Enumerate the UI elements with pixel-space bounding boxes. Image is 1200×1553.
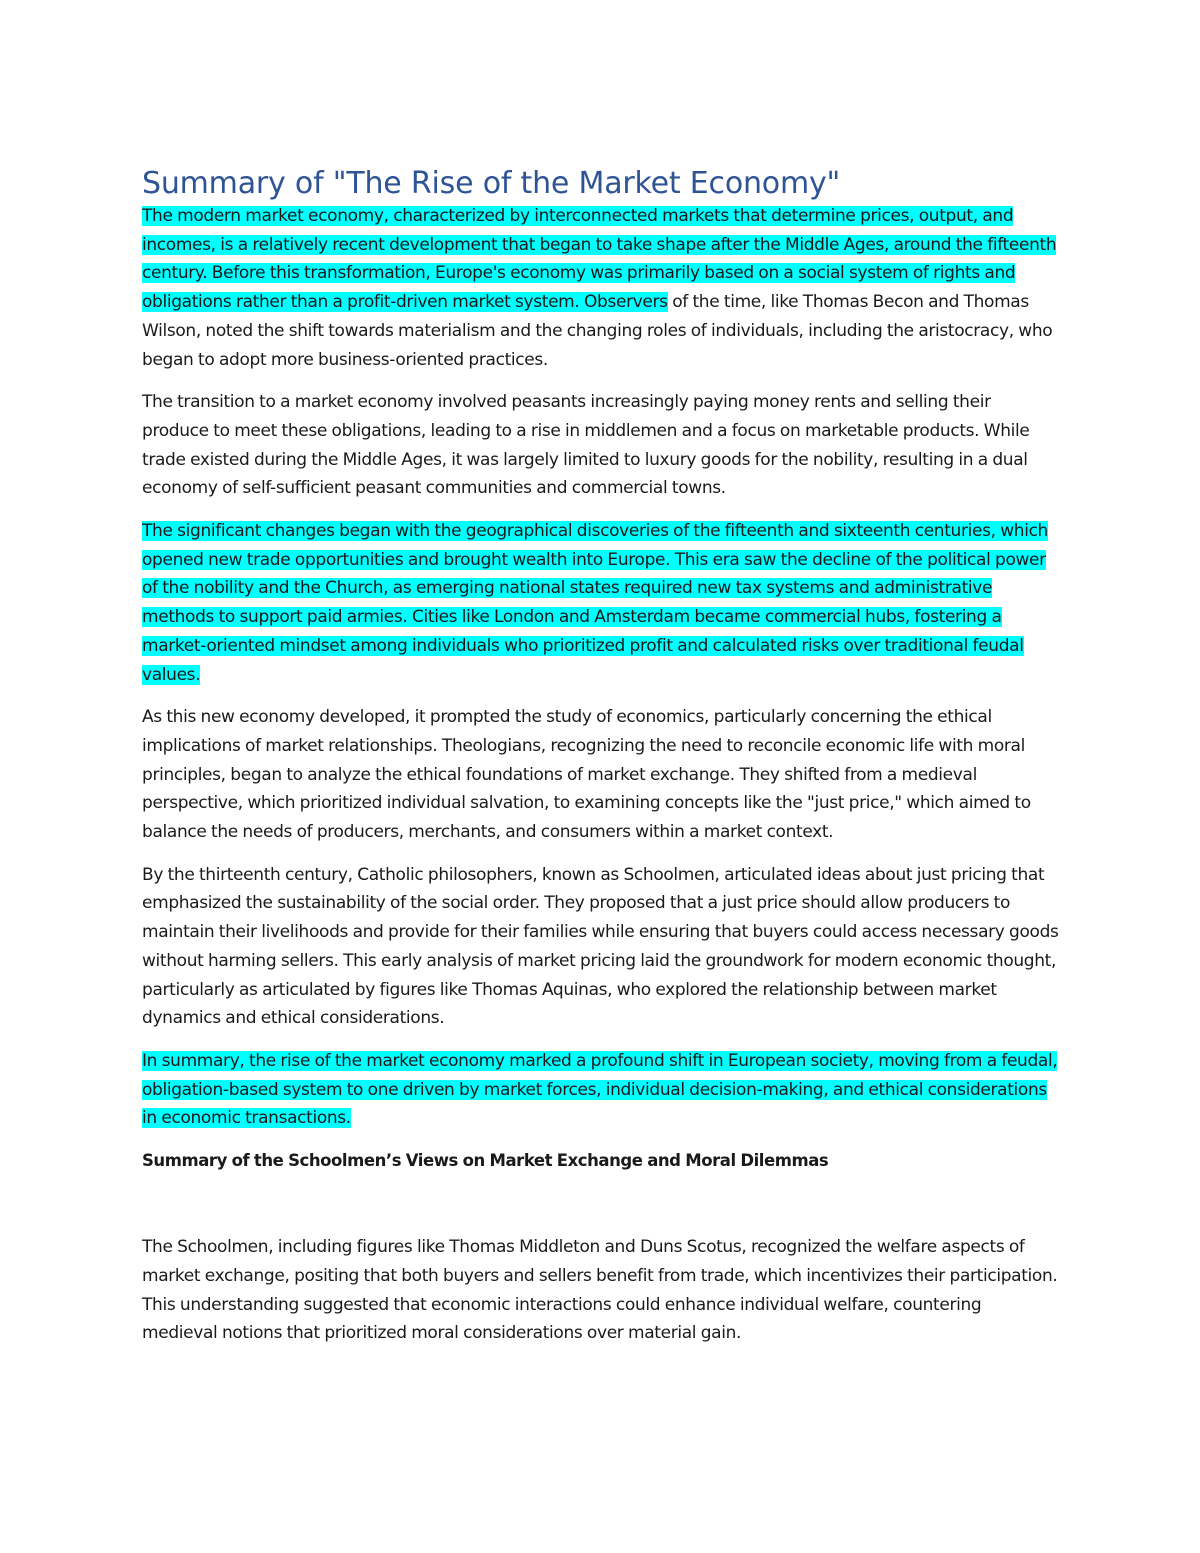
document-title: Summary of "The Rise of the Market Economy": [142, 166, 841, 201]
paragraph-3: [142, 517, 1060, 689]
empty-line: [142, 1175, 1060, 1233]
paragraph-4: As this new economy developed, it prompted the study of economics, particularly concerning the ethical implications of market relationships. Theologians, recognizing the need to reconcile economic life with moral principles, began to analyze the ethical foundations of market exchange. They shifted from a medieval perspective, which prioritized individual salvation, to examining concepts like the "just price," which aimed to balance the needs of producers, merchants, and consumers within a market context.: [142, 707, 1031, 843]
highlighted-text: The modern market economy, characterized by interconnected markets that determine prices, output, and incomes, is a relatively recent development that began to take shape after the Middle Ages, around the fifteenth century. Before this transformation, Europe's economy was primarily based on a social system of rights and obligations rather than a profit-driven market system. Observers: [142, 206, 1057, 313]
paragraph-text: of the time, like Thomas Becon and Thomas Wilson, noted the shift towards materialism and the changing roles of individuals, including the aristocracy, who began to adopt more business-oriented practices.: [142, 292, 1053, 370]
highlighted-text: The significant changes began with the geographical discoveries of the fifteenth and sixteenth centuries, which opened new trade opportunities and brought wealth into Europe. This era saw the decline of the political power of the nobility and the Church, as emerging national states required new tax systems and administrative methods to support paid armies. Cities like London and Amsterdam became commercial hubs, fostering a market-oriented mindset among individuals who prioritized profit and calculated risks over traditional feudal values.: [142, 521, 1048, 685]
paragraph-5: By the thirteenth century, Catholic philosophers, known as Schoolmen, articulated ideas about just pricing that emphasized the sustainability of the social order. They proposed that a just price should allow producers to maintain their livelihoods and provide for their families while ensuring that buyers could access necessary goods without harming sellers. This early analysis of market pricing laid the groundwork for modern economic thought, particularly as articulated by figures like Thomas Aquinas, who explored the relationship between market dynamics and ethical considerations.: [142, 864, 1059, 1029]
paragraph-1: [142, 202, 1060, 374]
paragraph-2: The transition to a market economy involved peasants increasingly paying money rents and selling their produce to meet these obligations, leading to a rise in middlemen and a focus on marketable products. While trade existed during the Middle Ages, it was largely limited to luxury goods for the nobility, resulting in a dual economy of self-sufficient peasant communities and commercial towns.: [142, 392, 1030, 499]
paragraph-6: [142, 1047, 1060, 1133]
highlighted-text: In summary, the rise of the market economy marked a profound shift in European society, moving from a feudal, obligation-based system to one driven by market forces, individual decision-making, and ethical considerations in economic transactions.: [142, 1050, 1058, 1129]
section-heading: Summary of the Schoolmen’s Views on Market Exchange and Moral Dilemmas: [142, 1151, 829, 1171]
paragraph-7: The Schoolmen, including figures like Thomas Middleton and Duns Scotus, recognized the welfare aspects of market exchange, positing that both buyers and sellers benefit from trade, which incentivizes their participation. This understanding suggested that economic interactions could enhance individual welfare, countering medieval notions that prioritized moral considerations over material gain.: [142, 1237, 1058, 1344]
document-page: [142, 166, 1060, 1362]
